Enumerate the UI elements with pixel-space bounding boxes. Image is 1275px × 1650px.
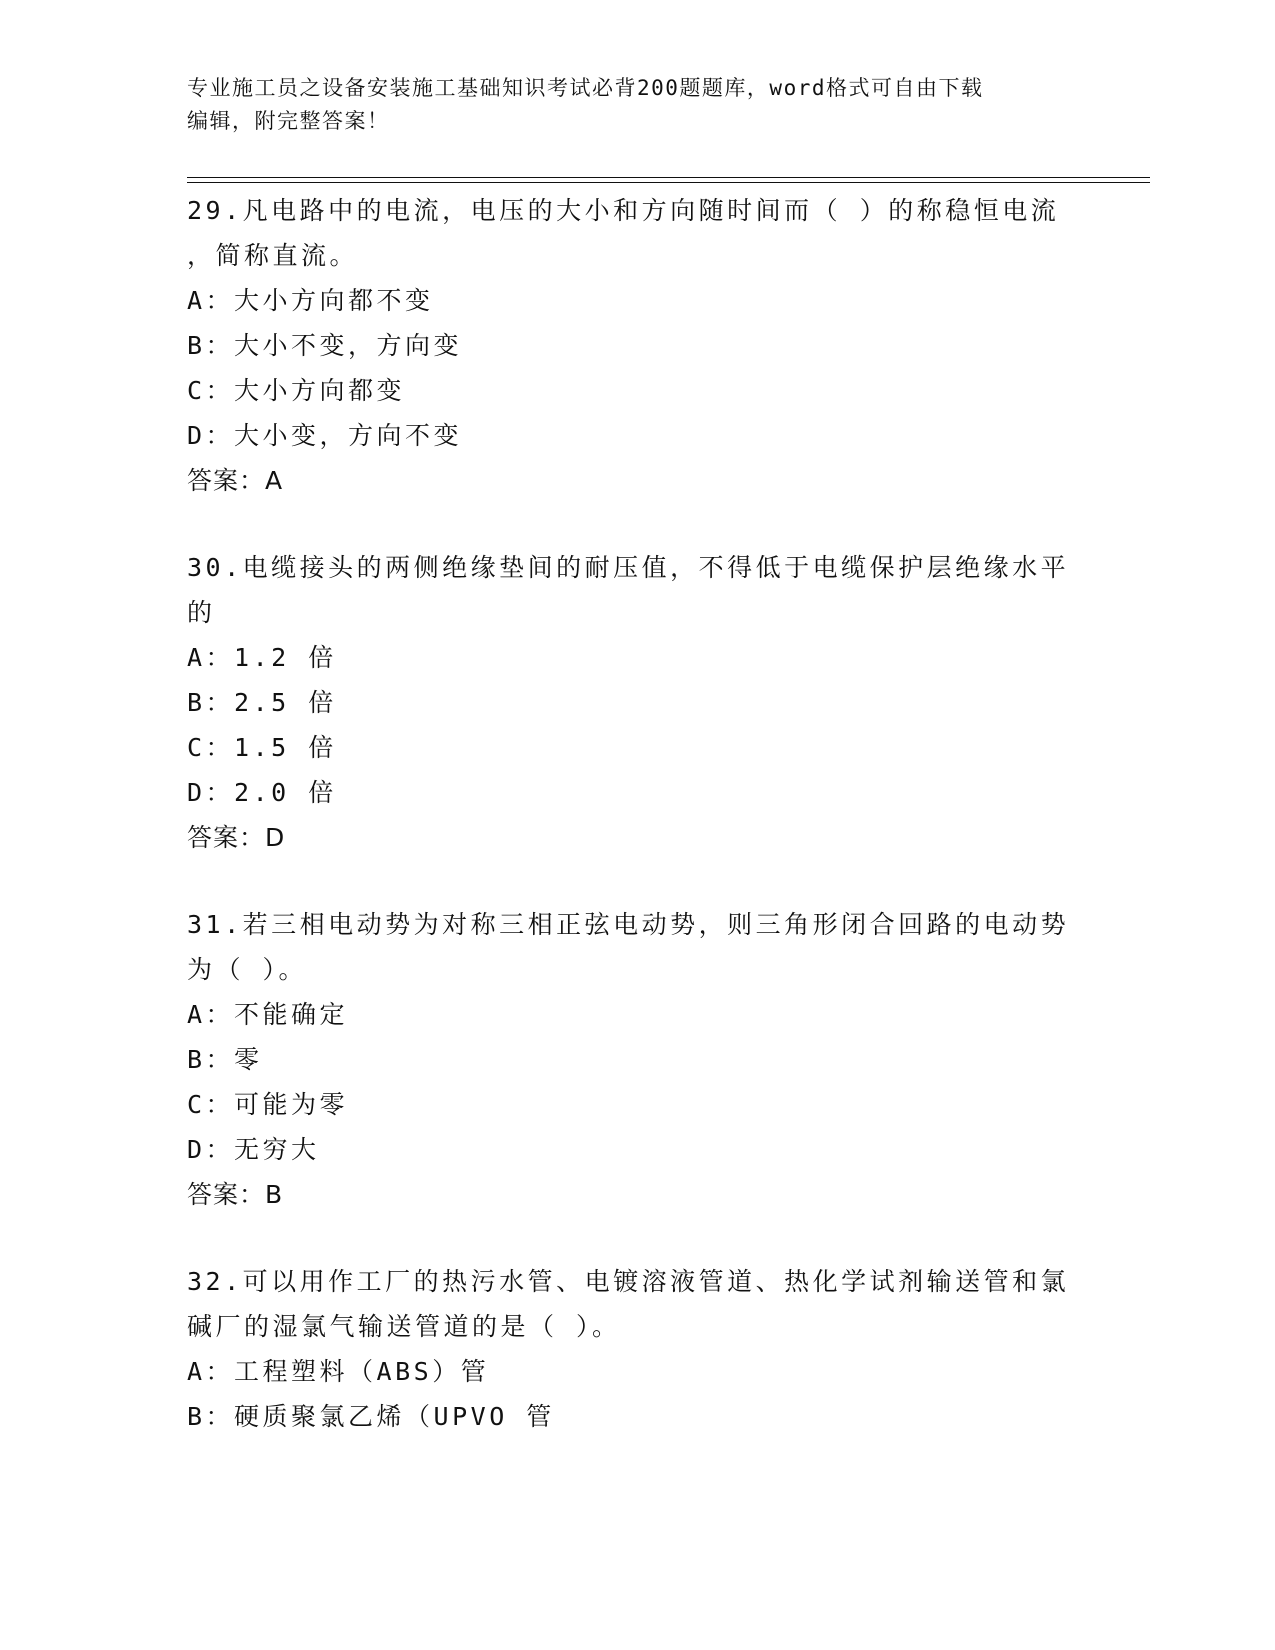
question-stem-line2: 为（ ）。 (187, 955, 308, 984)
question-stem (187, 1259, 1087, 1349)
option-b: B：硬质聚氯乙烯（UPVO 管 (187, 1402, 555, 1431)
question-stem-line2: ，简称直流。 (187, 241, 359, 270)
question-32 (187, 1259, 1087, 1439)
option-b: B：2.5 倍 (187, 688, 337, 717)
option-a: A：大小方向都不变 (187, 286, 434, 315)
option-a: A：1.2 倍 (187, 643, 337, 672)
header-divider-bottom (187, 182, 1150, 183)
question-stem-line1: 30.电缆接头的两侧绝缘垫间的耐压值，不得低于电缆保护层绝缘水平 (187, 553, 1070, 582)
option-c: C：大小方向都变 (187, 376, 406, 405)
option-c: C：1.5 倍 (187, 733, 337, 762)
question-29 (187, 188, 1087, 503)
question-stem-line1: 32.可以用作工厂的热污水管、电镀溶液管道、热化学试剂输送管和氯 (187, 1267, 1070, 1296)
option-b: B：大小不变，方向变 (187, 331, 463, 360)
question-stem-line1: 29.凡电路中的电流，电压的大小和方向随时间而（ ）的称稳恒电流 (187, 196, 1060, 225)
question-30 (187, 545, 1087, 860)
option-c: C：可能为零 (187, 1090, 349, 1119)
answer: 答案：A (187, 466, 284, 495)
option-d: D：大小变，方向不变 (187, 421, 463, 450)
question-stem-line2: 的 (187, 598, 216, 627)
header-divider-top (187, 177, 1150, 178)
answer: 答案：B (187, 1180, 284, 1209)
question-31 (187, 902, 1087, 1217)
option-a: A：工程塑料（ABS）管 (187, 1357, 490, 1386)
question-stem-line2: 碱厂的湿氯气输送管道的是（ ）。 (187, 1312, 621, 1341)
question-list (187, 188, 1087, 1481)
header-title-line1: 专业施工员之设备安装施工基础知识考试必背200题题库，word格式可自由下载 (187, 76, 984, 100)
header-title-line2: 编辑，附完整答案！ (187, 109, 390, 133)
question-stem (187, 902, 1087, 992)
option-d: D：2.0 倍 (187, 778, 337, 807)
answer: 答案：D (187, 823, 286, 852)
document-header (187, 72, 1067, 138)
option-d: D：无穷大 (187, 1135, 320, 1164)
option-a: A：不能确定 (187, 1000, 349, 1029)
option-b: B：零 (187, 1045, 263, 1074)
question-stem (187, 545, 1087, 635)
question-stem-line1: 31.若三相电动势为对称三相正弦电动势，则三角形闭合回路的电动势 (187, 910, 1070, 939)
question-stem (187, 188, 1087, 278)
